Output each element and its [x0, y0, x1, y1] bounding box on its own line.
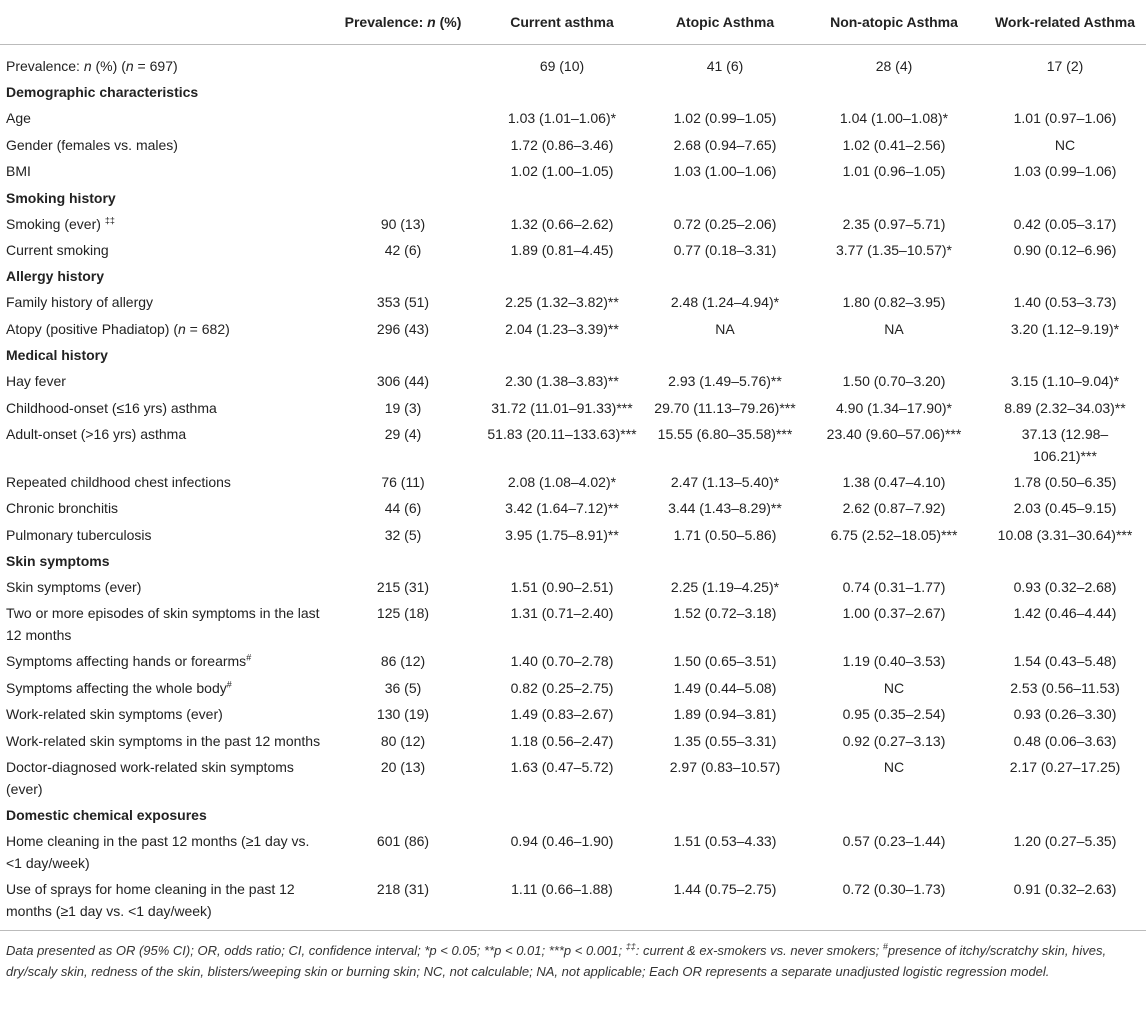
table-row: [0, 600, 1146, 648]
table-row: [0, 237, 1146, 263]
cell-non-atopic-asthma: NA: [884, 320, 904, 337]
cell-current-asthma: 1.63 (0.47–5.72): [510, 759, 614, 776]
row-label: Smoking (ever) ‡‡: [6, 214, 115, 232]
cell-prevalence: 296 (43): [376, 320, 430, 337]
row-label: Prevalence: n (%) (n = 697): [6, 58, 178, 74]
row-label: Symptoms affecting the whole body#: [6, 679, 232, 696]
cell-prevalence: 29 (4): [384, 425, 422, 442]
row-label: Doctor-diagnosed work-related skin symptoms (ever): [6, 759, 294, 798]
cell-atopic-asthma: 2.97 (0.83–10.57): [669, 759, 781, 776]
cell-non-atopic-asthma: 0.74 (0.31–1.77): [842, 579, 946, 596]
cell-non-atopic-asthma: 1.00 (0.37–2.67): [842, 605, 946, 622]
row-label: Work-related skin symptoms (ever): [6, 706, 223, 723]
cell-current-asthma: 51.83 (20.11–133.63)***: [487, 425, 637, 442]
cell-current-asthma: 1.49 (0.83–2.67): [510, 706, 614, 723]
row-label: Repeated childhood chest infections: [6, 473, 231, 490]
cell-current-asthma: 1.72 (0.86–3.46): [510, 136, 614, 153]
table-row: [0, 675, 1146, 701]
cell-non-atopic-asthma: NC: [883, 679, 905, 696]
cell-non-atopic-asthma: 2.62 (0.87–7.92): [842, 500, 946, 517]
table-row: [0, 132, 1146, 158]
section-heading-row: [0, 79, 1146, 105]
cell-non-atopic-asthma: 3.77 (1.35–10.57)*: [836, 241, 952, 258]
cell-non-atopic-asthma: 1.38 (0.47–4.10): [842, 473, 946, 490]
section-heading: Smoking history: [6, 189, 116, 206]
table-row: [0, 469, 1146, 495]
cell-atopic-asthma: 1.49 (0.44–5.08): [673, 679, 777, 696]
cell-atopic-asthma: 3.44 (1.43–8.29)**: [668, 500, 782, 517]
table-row: [0, 728, 1146, 754]
cell-prevalence: 76 (11): [381, 473, 425, 490]
row-label: Gender (females vs. males): [6, 136, 178, 153]
cell-work-related-asthma: 1.54 (0.43–5.48): [1013, 653, 1117, 670]
cell-current-asthma: 1.40 (0.70–2.78): [510, 653, 614, 670]
cell-prevalence: 42 (6): [384, 241, 422, 258]
cell-prevalence: 32 (5): [384, 526, 422, 543]
cell-current-asthma: 2.30 (1.38–3.83)**: [505, 373, 619, 390]
cell-prevalence: 19 (3): [384, 399, 422, 416]
cell-non-atopic-asthma: 0.72 (0.30–1.73): [842, 881, 946, 898]
table-row: [0, 828, 1146, 876]
table-row: [0, 158, 1146, 184]
section-heading-row: [0, 185, 1146, 211]
cell-work-related-asthma: 17 (2): [1046, 58, 1084, 74]
cell-current-asthma: 3.95 (1.75–8.91)**: [505, 526, 619, 543]
cell-non-atopic-asthma: 1.01 (0.96–1.05): [842, 163, 946, 180]
cell-prevalence: 80 (12): [380, 732, 426, 749]
cell-work-related-asthma: 8.89 (2.32–34.03)**: [1004, 399, 1126, 416]
cell-current-asthma: 2.08 (1.08–4.02)*: [507, 473, 617, 490]
section-heading-row: [0, 548, 1146, 574]
section-heading-row: [0, 263, 1146, 289]
cell-atopic-asthma: 2.25 (1.19–4.25)*: [670, 579, 780, 596]
cell-current-asthma: 1.32 (0.66–2.62): [510, 215, 614, 232]
cell-current-asthma: 1.03 (1.01–1.06)*: [507, 110, 617, 127]
row-label: Pulmonary tuberculosis: [6, 526, 152, 543]
cell-prevalence: [328, 158, 478, 184]
cell-atopic-asthma: 2.93 (1.49–5.76)**: [668, 373, 782, 390]
section-heading-row: [0, 802, 1146, 828]
cell-atopic-asthma: 0.72 (0.25–2.06): [673, 215, 777, 232]
table-row: [0, 876, 1146, 930]
table-row: [0, 522, 1146, 548]
cell-non-atopic-asthma: 2.35 (0.97–5.71): [842, 215, 946, 232]
header-row: [0, 0, 1146, 45]
cell-prevalence: 353 (51): [376, 294, 430, 311]
section-heading: Demographic characteristics: [6, 84, 199, 101]
row-label: Two or more episodes of skin symptoms in the last 12 months: [6, 605, 320, 644]
cell-work-related-asthma: 37.13 (12.98–106.21)***: [1021, 425, 1109, 464]
cell-work-related-asthma: 3.15 (1.10–9.04)*: [1010, 373, 1120, 390]
cell-prevalence: 601 (86): [376, 833, 430, 850]
cell-work-related-asthma: 2.53 (0.56–11.53): [1010, 679, 1120, 696]
cell-current-asthma: 3.42 (1.64–7.12)**: [505, 500, 619, 517]
table-row: [0, 289, 1146, 315]
table-body: [0, 45, 1146, 931]
cell-atopic-asthma: NA: [715, 320, 735, 337]
row-label: Age: [6, 110, 31, 127]
cell-work-related-asthma: 0.42 (0.05–3.17): [1013, 215, 1117, 232]
row-label: Current smoking: [6, 241, 109, 258]
cell-current-asthma: 1.89 (0.81–4.45): [510, 241, 614, 258]
row-label: Work-related skin symptoms in the past 12 months: [6, 732, 321, 749]
cell-atopic-asthma: 2.47 (1.13–5.40)*: [670, 473, 780, 490]
cell-prevalence: 44 (6): [384, 500, 422, 517]
cell-prevalence: 86 (12): [380, 653, 426, 670]
cell-atopic-asthma: 2.48 (1.24–4.94)*: [670, 294, 780, 311]
cell-current-asthma: 31.72 (11.01–91.33)***: [491, 399, 633, 416]
cell-atopic-asthma: 1.89 (0.94–3.81): [673, 706, 777, 723]
cell-prevalence: [328, 132, 478, 158]
cell-work-related-asthma: 0.91 (0.32–2.63): [1013, 881, 1117, 898]
row-label: Family history of allergy: [6, 294, 154, 311]
cell-current-asthma: 69 (10): [539, 58, 585, 74]
cell-non-atopic-asthma: 0.92 (0.27–3.13): [842, 732, 946, 749]
cell-atopic-asthma: 41 (6): [706, 58, 744, 74]
cell-work-related-asthma: 2.03 (0.45–9.15): [1013, 500, 1117, 517]
cell-work-related-asthma: 1.03 (0.99–1.06): [1013, 163, 1117, 180]
cell-non-atopic-asthma: 0.57 (0.23–1.44): [842, 833, 946, 850]
section-heading-row: [0, 342, 1146, 368]
row-label: Adult-onset (>16 yrs) asthma: [6, 425, 187, 442]
cell-atopic-asthma: 2.68 (0.94–7.65): [673, 136, 777, 153]
header-prevalence: Prevalence: n (%): [328, 0, 478, 45]
section-heading: Skin symptoms: [6, 553, 110, 570]
table-row: [0, 368, 1146, 394]
cell-work-related-asthma: 1.20 (0.27–5.35): [1013, 833, 1117, 850]
cell-current-asthma: 2.04 (1.23–3.39)**: [505, 320, 619, 337]
cell-atopic-asthma: 1.50 (0.65–3.51): [673, 653, 777, 670]
cell-prevalence: 20 (13): [380, 759, 426, 776]
cell-prevalence: 130 (19): [376, 706, 430, 723]
cell-current-asthma: 0.82 (0.25–2.75): [510, 679, 614, 696]
section-heading: Medical history: [6, 347, 108, 364]
cell-prevalence: 125 (18): [376, 605, 430, 622]
cell-current-asthma: 1.51 (0.90–2.51): [510, 579, 614, 596]
cell-prevalence: 36 (5): [384, 679, 422, 696]
table-row: [0, 495, 1146, 521]
row-label: Use of sprays for home cleaning in the past 12 months (≥1 day vs. <1 day/week): [6, 881, 295, 920]
cell-atopic-asthma: 1.51 (0.53–4.33): [673, 833, 777, 850]
cell-prevalence: 215 (31): [376, 579, 430, 596]
cell-work-related-asthma: 3.20 (1.12–9.19)*: [1010, 320, 1120, 337]
table-footnote: Data presented as OR (95% CI); OR, odds ratio; CI, confidence interval; *p < 0.05; **p < 0.01; ***p < 0.001; ‡‡: current & ex-smokers vs. never smokers; #presence of itchy/scratchy skin, hives, dry/scaly skin, redness of the skin, blisters/weeping skin or burning skin; NC, not calculable; NA, not applicable; Each OR represents a separate unadjusted logistic regression model.: [0, 930, 1146, 982]
cell-non-atopic-asthma: 23.40 (9.60–57.06)***: [826, 425, 962, 442]
cell-work-related-asthma: 1.40 (0.53–3.73): [1013, 294, 1117, 311]
table-row: [0, 574, 1146, 600]
cell-current-asthma: 2.25 (1.32–3.82)**: [505, 294, 619, 311]
row-label: Hay fever: [6, 373, 66, 390]
table-row: [0, 105, 1146, 131]
cell-prevalence: [328, 45, 478, 80]
table-row: [0, 421, 1146, 469]
cell-work-related-asthma: 0.90 (0.12–6.96): [1013, 241, 1117, 258]
cell-non-atopic-asthma: NC: [883, 759, 905, 776]
cell-work-related-asthma: 0.48 (0.06–3.63): [1013, 732, 1117, 749]
cell-work-related-asthma: 1.01 (0.97–1.06): [1013, 110, 1117, 127]
cell-atopic-asthma: 1.71 (0.50–5.86): [673, 526, 777, 543]
cell-non-atopic-asthma: 4.90 (1.34–17.90)*: [836, 399, 952, 416]
cell-current-asthma: 0.94 (0.46–1.90): [510, 833, 614, 850]
cell-work-related-asthma: NC: [1054, 136, 1076, 153]
header-work-related-asthma: Work-related Asthma: [984, 0, 1146, 45]
cell-non-atopic-asthma: 0.95 (0.35–2.54): [842, 706, 946, 723]
table-row: [0, 701, 1146, 727]
cell-prevalence: 306 (44): [376, 373, 430, 390]
table-row: [0, 648, 1146, 674]
row-label: Home cleaning in the past 12 months (≥1 day vs. <1 day/week): [6, 833, 310, 872]
cell-work-related-asthma: 0.93 (0.26–3.30): [1013, 706, 1117, 723]
cell-work-related-asthma: 2.17 (0.27–17.25): [1009, 759, 1121, 776]
cell-atopic-asthma: 15.55 (6.80–35.58)***: [657, 425, 793, 442]
section-heading: Domestic chemical exposures: [6, 807, 207, 824]
section-heading: Allergy history: [6, 268, 105, 285]
cell-current-asthma: 1.02 (1.00–1.05): [510, 163, 614, 180]
header-non-atopic-asthma: Non-atopic Asthma: [804, 0, 984, 45]
cell-non-atopic-asthma: 6.75 (2.52–18.05)***: [830, 526, 958, 543]
row-label: Chronic bronchitis: [6, 500, 119, 517]
cell-atopic-asthma: 1.02 (0.99–1.05): [673, 110, 777, 127]
cell-non-atopic-asthma: 28 (4): [875, 58, 913, 74]
cell-work-related-asthma: 0.93 (0.32–2.68): [1013, 579, 1117, 596]
cell-current-asthma: 1.11 (0.66–1.88): [511, 881, 613, 898]
table-row: [0, 316, 1146, 342]
cell-work-related-asthma: 1.78 (0.50–6.35): [1013, 473, 1117, 490]
cell-atopic-asthma: 1.44 (0.75–2.75): [673, 881, 777, 898]
table-row: [0, 395, 1146, 421]
row-label: Skin symptoms (ever): [6, 579, 142, 596]
cell-atopic-asthma: 1.35 (0.55–3.31): [673, 732, 777, 749]
cell-non-atopic-asthma: 1.19 (0.40–3.53): [842, 653, 946, 670]
row-label: Atopy (positive Phadiatop) (n = 682): [6, 320, 230, 337]
row-label: Symptoms affecting hands or forearms#: [6, 652, 252, 670]
header-variable: [0, 0, 328, 45]
cell-prevalence: [328, 105, 478, 131]
row-label: Childhood-onset (≤16 yrs) asthma: [6, 399, 217, 416]
cell-atopic-asthma: 0.77 (0.18–3.31): [673, 241, 777, 258]
cell-current-asthma: 1.31 (0.71–2.40): [510, 605, 614, 622]
cell-non-atopic-asthma: 1.80 (0.82–3.95): [842, 294, 946, 311]
header-atopic-asthma: Atopic Asthma: [646, 0, 804, 45]
table-row: [0, 211, 1146, 237]
cell-atopic-asthma: 1.52 (0.72–3.18): [673, 605, 777, 622]
table-row: [0, 754, 1146, 802]
cell-work-related-asthma: 1.42 (0.46–4.44): [1013, 605, 1117, 622]
cell-non-atopic-asthma: 1.02 (0.41–2.56): [842, 136, 946, 153]
cell-atopic-asthma: 1.03 (1.00–1.06): [673, 163, 777, 180]
cell-non-atopic-asthma: 1.50 (0.70–3.20): [842, 373, 946, 390]
table-row: [0, 45, 1146, 80]
cell-non-atopic-asthma: 1.04 (1.00–1.08)*: [839, 110, 949, 127]
cell-current-asthma: 1.18 (0.56–2.47): [510, 732, 614, 749]
header-current-asthma: Current asthma: [478, 0, 646, 45]
cell-prevalence: 218 (31): [376, 881, 430, 898]
cell-prevalence: 90 (13): [380, 215, 426, 232]
cell-atopic-asthma: 29.70 (11.13–79.26)***: [654, 399, 796, 416]
cell-work-related-asthma: 10.08 (3.31–30.64)***: [997, 526, 1133, 543]
row-label: BMI: [6, 163, 31, 180]
